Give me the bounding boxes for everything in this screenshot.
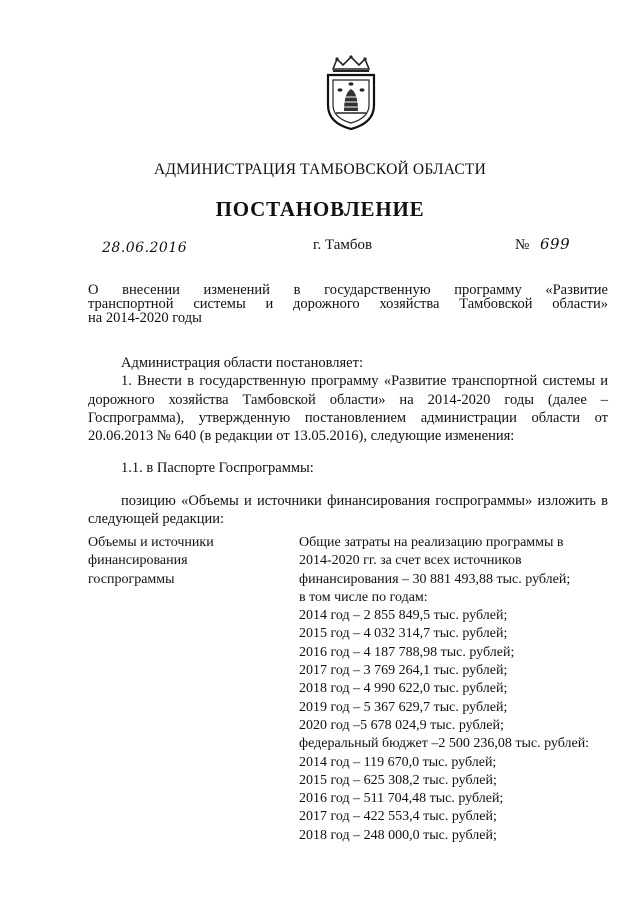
funding-table-label-cell [88,534,258,589]
table-value-line: 2017 год – 422 553,4 тыс. рублей; [299,809,497,825]
document-number-label: № [515,237,530,253]
table-label-line: госпрограммы [88,571,175,587]
table-value-line: федеральный бюджет –2 500 236,08 тыс. рублей: [299,736,590,752]
funding-table-value-cell [299,534,619,845]
table-value-line: 2015 год – 625 308,2 тыс. рублей; [299,772,497,788]
table-value-line: 2016 год – 511 704,48 тыс. рублей; [299,791,504,807]
table-value-line: 2018 год – 248 000,0 тыс. рублей; [299,827,497,843]
document-body [88,354,608,528]
subject-line: транспортной системы и дорожного хозяйства Тамбовской области» [88,296,608,312]
document-city: г. Тамбов [313,237,373,253]
table-value-line: 2017 год – 3 769 264,1 тыс. рублей; [299,663,508,679]
item-1-1-paragraph: 1.1. в Паспорте Госпрограммы: [121,460,314,477]
table-value-line: 2018 год – 4 990 622,0 тыс. рублей; [299,681,508,697]
subject-line: на 2014-2020 годы [88,310,202,326]
table-value-line: 2015 год – 4 032 314,7 тыс. рублей; [299,626,508,642]
document-date: 28.06.2016 [102,240,188,256]
table-value-line: 2016 год – 4 187 788,98 тыс. рублей; [299,644,515,660]
document-number: 699 [540,235,571,253]
intro-paragraph: Администрация области постановляет: [121,355,363,371]
table-value-line: в том числе по годам: [299,589,428,605]
item-1-paragraph: 1. Внести в государственную программу «Развитие транспортной системы и дорожного хозяйства Тамбовской области» на 2014-2020 годы (далее – Госпрограмма), утвержденную постановлением администрации области от 20.06.2013 № 640 (в редакции от 13.05.2016), следующие изменения: [88,373,608,445]
table-label-line: Объемы и источники [88,535,214,550]
table-value-line: 2014-2020 гг. за счет всех источников [299,553,522,569]
table-value-line: 2014 год – 119 670,0 тыс. рублей; [299,754,497,770]
table-value-line: финансирования – 30 881 493,88 тыс. рублей; [299,571,571,587]
table-value-line: 2020 год –5 678 024,9 тыс. рублей; [299,717,504,733]
coat-of-arms-icon [323,55,379,131]
document-subject [88,283,608,325]
agency-name: АДМИНИСТРАЦИЯ ТАМБОВСКОЙ ОБЛАСТИ [154,161,486,178]
table-value-line: Общие затраты на реализацию программы в [299,535,564,550]
document-type: ПОСТАНОВЛЕНИЕ [215,197,425,221]
subject-line: О внесении изменений в государственную программу «Развитие [88,282,608,298]
table-value-line: 2014 год – 2 855 849,5 тыс. рублей; [299,608,508,624]
table-value-line: 2019 год – 5 367 629,7 тыс. рублей; [299,699,508,715]
position-paragraph: позицию «Объемы и источники финансирования госпрограммы» изложить в следующей редакции: [88,492,608,528]
table-label-line: финансирования [88,553,188,569]
